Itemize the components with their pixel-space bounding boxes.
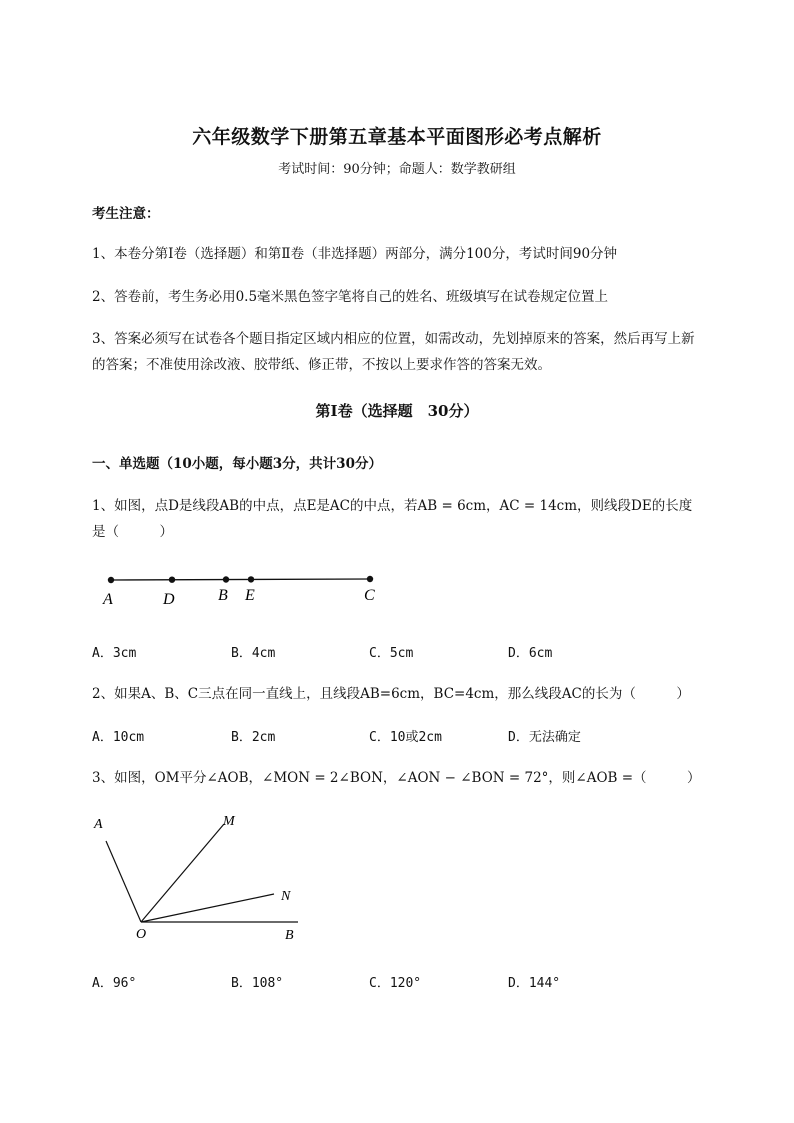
exam-info: 考试时间：90分钟；命题人：数学教研组 — [278, 162, 516, 177]
notice-item-2: 2、答卷前，考生务必用0.5毫米黑色签字笔将自己的姓名、班级填写在试卷规定位置上 — [92, 289, 609, 305]
q3-option-a[interactable]: A．96° — [92, 976, 137, 991]
q1-option-b[interactable]: B．4cm — [231, 646, 276, 661]
ray-oa — [106, 841, 141, 922]
notice-heading: 考生注意： — [92, 206, 160, 222]
label-a: A — [94, 817, 103, 832]
page-title: 六年级数学下册第五章基本平面图形必考点解析 — [192, 126, 602, 148]
point-b — [223, 576, 229, 582]
question-3-text: 3、如图，OM平分∠AOB，∠MON = 2∠BON，∠AON − ∠BON = 72°，则∠AOB =（ ） — [92, 770, 701, 786]
q3-option-c[interactable]: C．120° — [369, 976, 422, 991]
segment-figure — [95, 565, 395, 610]
label-c: C — [364, 587, 375, 604]
angle-figure — [88, 808, 318, 948]
label-d: D — [163, 591, 175, 608]
label-b: B — [218, 587, 228, 604]
q3-option-b[interactable]: B．108° — [231, 976, 284, 991]
point-e — [248, 576, 254, 582]
q3-option-d[interactable]: D．144° — [508, 976, 561, 991]
point-c — [367, 576, 373, 582]
q2-option-d[interactable]: D．无法确定 — [508, 730, 581, 745]
q2-option-a[interactable]: A．10cm — [92, 730, 145, 745]
section-title: 第Ⅰ卷（选择题 30分） — [315, 402, 479, 420]
label-n: N — [281, 889, 291, 904]
q1-option-c[interactable]: C．5cm — [369, 646, 414, 661]
point-d — [169, 577, 175, 583]
part-heading: 一、单选题（10小题，每小题3分，共计30分） — [92, 456, 382, 472]
notice-item-3: 3、答案必须写在试卷各个题目指定区域内相应的位置，如需改动，先划掉原来的答案，然后再写上新 — [92, 331, 695, 347]
q2-option-b[interactable]: B．2cm — [231, 730, 276, 745]
question-2-text: 2、如果A、B、C三点在同一直线上，且线段AB=6cm，BC=4cm，那么线段AC的长为（ ） — [92, 686, 690, 702]
q1-option-a[interactable]: A．3cm — [92, 646, 137, 661]
question-1-text: 1、如图，点D是线段AB的中点，点E是AC的中点，若AB = 6cm，AC = 14cm，则线段DE的长度 — [92, 498, 693, 514]
label-b: B — [285, 928, 294, 943]
label-o: O — [136, 927, 147, 942]
label-a: A — [103, 591, 113, 608]
notice-item-3-cont: 的答案；不准使用涂改液、胶带纸、修正带，不按以上要求作答的答案无效。 — [92, 357, 551, 373]
q2-option-c[interactable]: C．10或2cm — [369, 730, 442, 745]
q1-option-d[interactable]: D．6cm — [508, 646, 553, 661]
question-1-text-cont: 是（ ） — [92, 524, 173, 540]
label-e: E — [245, 587, 255, 604]
label-m: M — [223, 814, 235, 829]
segment-line — [111, 579, 370, 580]
notice-item-1: 1、本卷分第Ⅰ卷（选择题）和第Ⅱ卷（非选择题）两部分，满分100分，考试时间90分钟 — [92, 246, 618, 262]
point-a — [108, 577, 114, 583]
